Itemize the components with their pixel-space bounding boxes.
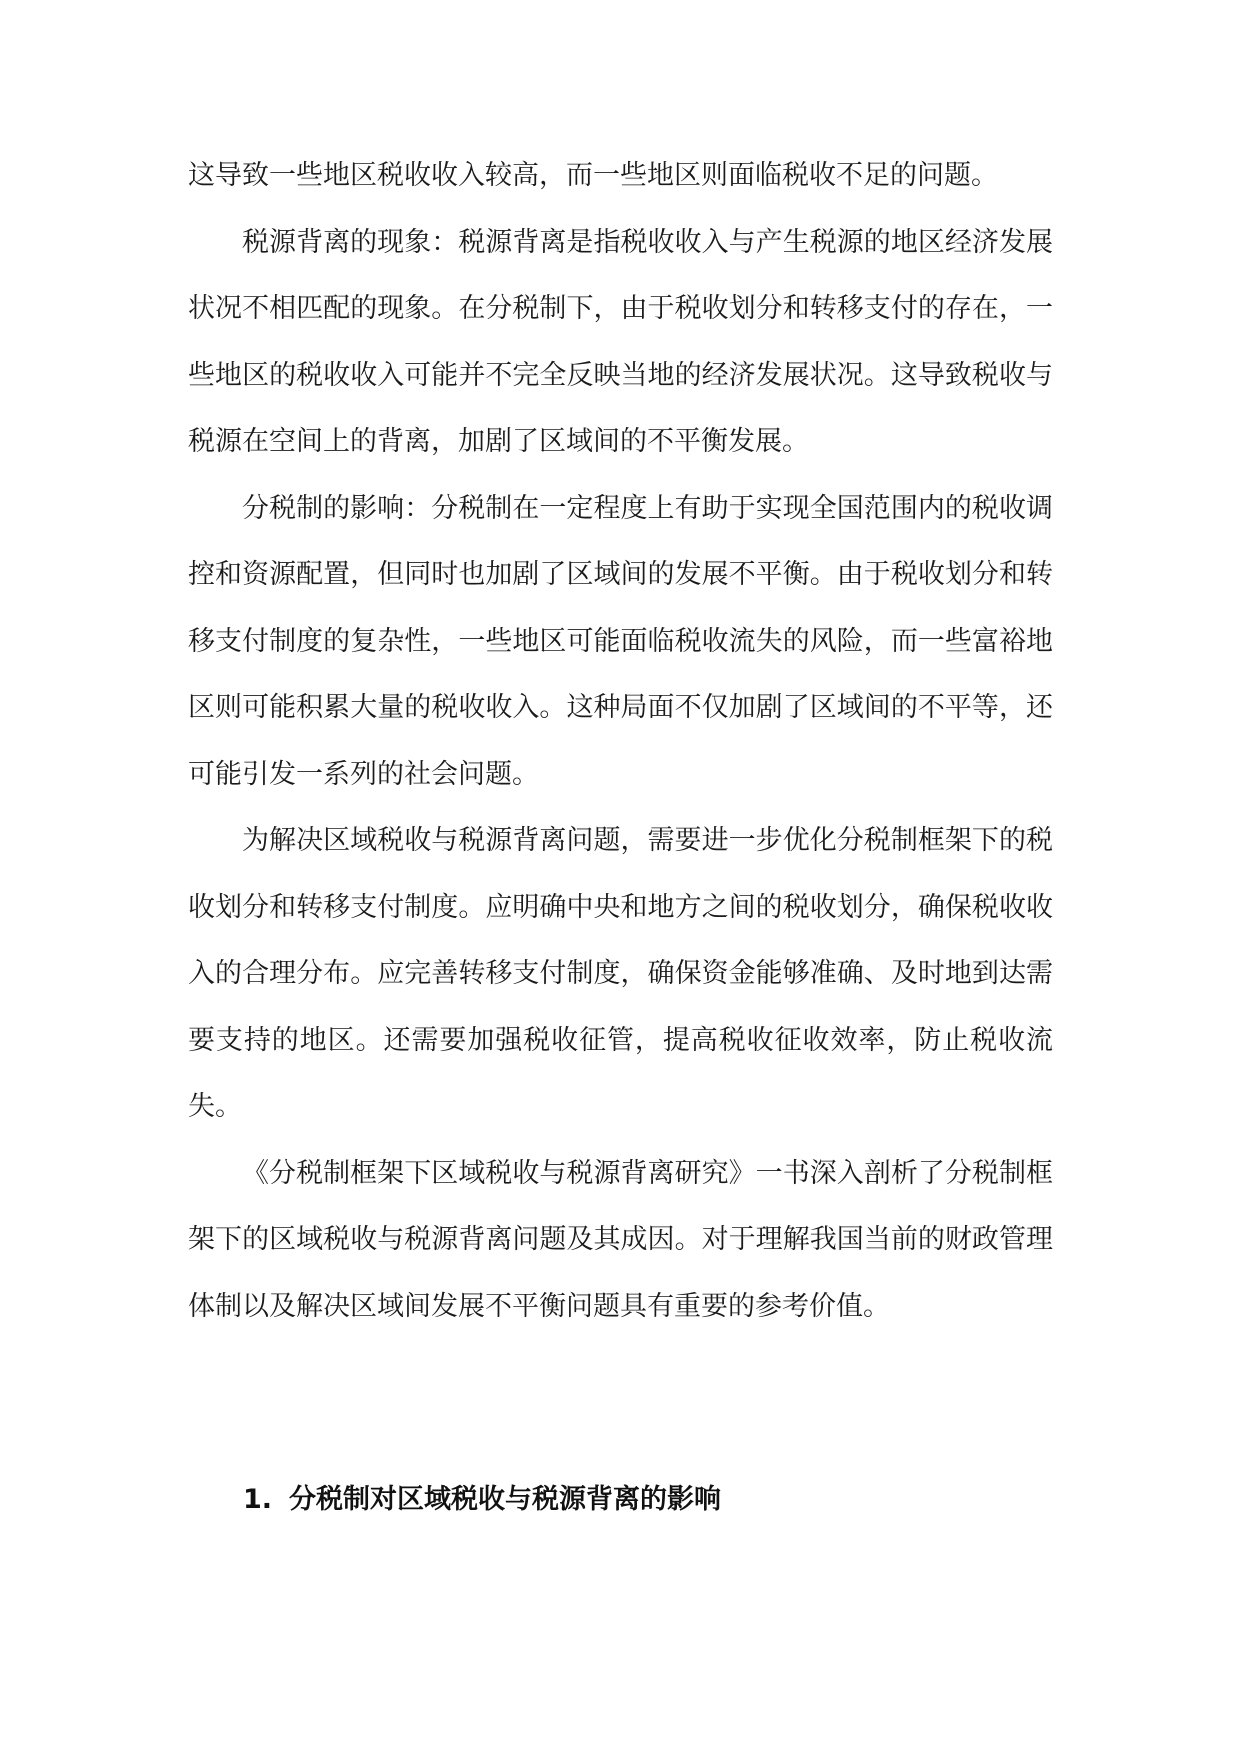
paragraph-continuation: 这导致一些地区税收收入较高，而一些地区则面临税收不足的问题。 (188, 160, 998, 191)
paragraph-book-summary: 《分税制框架下区域税收与税源背离研究》一书深入剖析了分税制框架下的区域税收与税源背离问题及其成因。对于理解我国当前的财政管理体制以及解决区域间发展不平衡问题具有重要的参考价值。 (188, 1157, 1053, 1322)
paragraph-solutions: 为解决区域税收与税源背离问题，需要进一步优化分税制框架下的税收划分和转移支付制度。应明确中央和地方之间的税收划分，确保税收收入的合理分布。应完善转移支付制度，确保资金能够准确、及时地到达需要支持的地区。还需要加强税收征管，提高税收征收效率，防止税收流失。 (188, 825, 1053, 1122)
section-heading (243, 1480, 721, 1520)
paragraph-tax-sharing-impact: 分税制的影响：分税制在一定程度上有助于实现全国范围内的税收调控和资源配置，但同时也加剧了区域间的发展不平衡。由于税收划分和转移支付制度的复杂性，一些地区可能面临税收流失的风险，而一些富裕地区则可能积累大量的税收收入。这种局面不仅加剧了区域间的不平等，还可能引发一系列的社会问题。 (188, 492, 1053, 790)
paragraph-tax-source-deviation: 税源背离的现象：税源背离是指税收收入与产生税源的地区经济发展状况不相匹配的现象。在分税制下，由于税收划分和转移支付的存在，一些地区的税收收入可能并不完全反映当地的经济发展状况。这导致税收与税源在空间上的背离，加剧了区域间的不平衡发展。 (188, 226, 1053, 457)
section-title: 分税制对区域税收与税源背离的影响 (289, 1484, 721, 1515)
section-number: 1. (243, 1484, 273, 1515)
body-text (188, 143, 1053, 1340)
